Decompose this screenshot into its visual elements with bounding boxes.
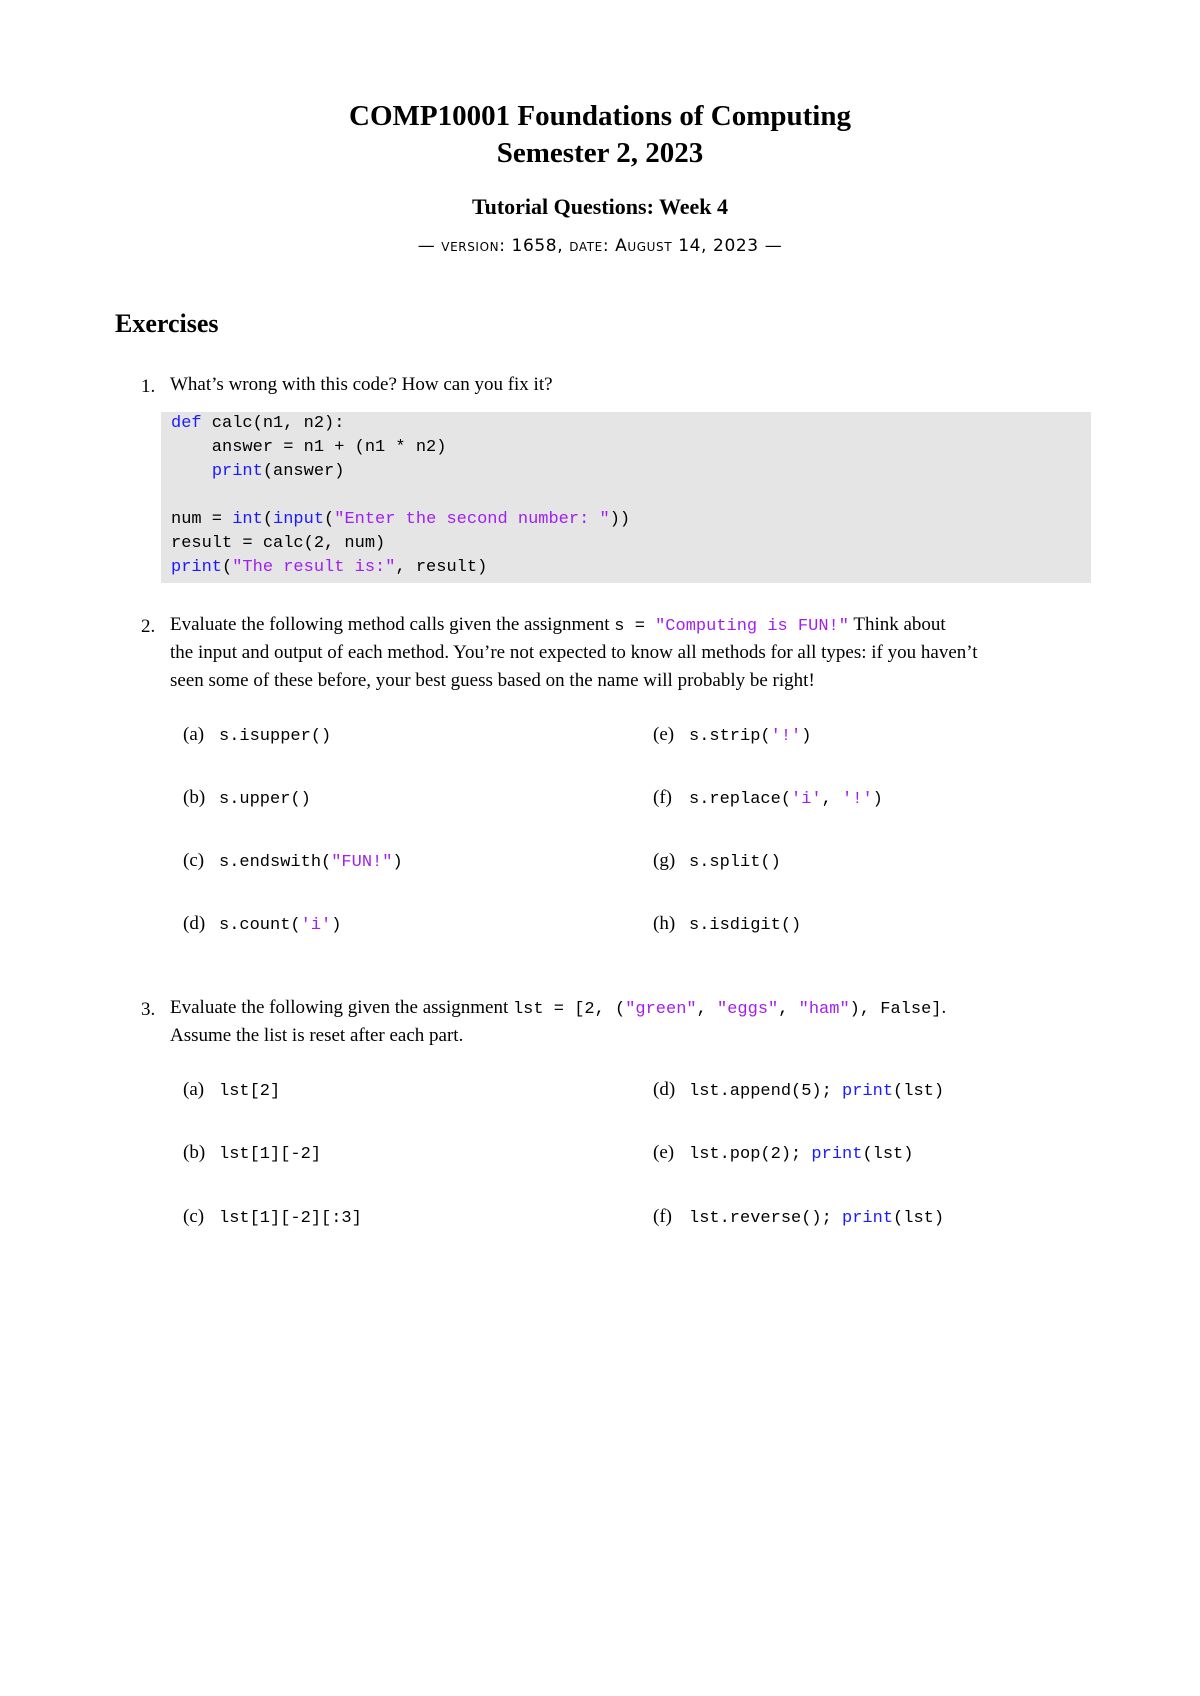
code-keyword: def <box>171 414 202 433</box>
inline-string: "green" <box>625 1000 697 1019</box>
code-text: , result) <box>395 558 488 577</box>
q2-text-line-1 <box>170 611 946 641</box>
q2-text-line-3: seen some of these before, your best guess based on the name will probably be right! <box>170 670 815 691</box>
part-label: (f) <box>653 787 672 808</box>
inline-code: , <box>696 1000 718 1019</box>
q2-part-g <box>653 850 781 872</box>
code-text: num = <box>171 510 233 529</box>
inline-string: "eggs" <box>717 1000 779 1019</box>
part-code: s.isupper() <box>219 727 332 746</box>
q2-text-line-2: the input and output of each method. You’re not expected to know all methods for all types: if you haven’t <box>170 642 978 663</box>
part-code: ) <box>801 727 812 746</box>
part-string: 'i' <box>300 916 332 935</box>
part-label: (h) <box>653 913 676 934</box>
q3-number: 3. <box>141 999 156 1020</box>
page-title: COMP10001 Foundations of Computing <box>349 100 851 132</box>
part-label: (a) <box>183 724 205 745</box>
part-label: (d) <box>183 913 206 934</box>
part-code: s.upper() <box>219 790 311 809</box>
code-line-7 <box>171 558 487 577</box>
code-keyword: input <box>273 510 325 529</box>
q3-text: Evaluate the following given the assignment <box>170 997 513 1018</box>
q2-part-h <box>653 913 801 935</box>
q3-part-f <box>653 1206 944 1228</box>
code-text: ( <box>324 510 335 529</box>
q3-part-b <box>183 1142 321 1164</box>
part-code: ) <box>872 790 883 809</box>
q2-part-b <box>183 787 311 809</box>
part-keyword: print <box>842 1082 894 1101</box>
q1-number: 1. <box>141 376 156 397</box>
part-code: lst[1][-2][:3] <box>219 1209 362 1228</box>
part-label: (e) <box>653 1142 675 1163</box>
code-string: "Enter the second number: " <box>334 510 610 529</box>
code-text: (answer) <box>262 462 345 481</box>
inline-string: "Computing is FUN!" <box>655 617 849 636</box>
q2-part-e <box>653 724 811 746</box>
part-string: 'i' <box>791 790 822 809</box>
code-line-1 <box>171 414 344 433</box>
code-line-5 <box>171 510 630 529</box>
code-keyword: int <box>232 510 263 529</box>
q2-part-f <box>653 787 883 809</box>
q3-part-e <box>653 1142 913 1164</box>
code-keyword: print <box>211 462 263 481</box>
part-label: (b) <box>183 1142 206 1163</box>
part-string: '!' <box>770 727 802 746</box>
part-string: '!' <box>842 790 873 809</box>
q2-text: Evaluate the following method calls given the assignment <box>170 614 615 635</box>
inline-code: s = <box>614 617 656 636</box>
q2-part-a <box>183 724 331 746</box>
code-text: )) <box>609 510 631 529</box>
q3-part-a <box>183 1079 280 1101</box>
part-label: (g) <box>653 850 676 871</box>
part-code: lst.pop(2); <box>689 1145 812 1164</box>
tutorial-subtitle: Tutorial Questions: Week 4 <box>471 194 729 219</box>
part-code: , <box>821 790 843 809</box>
part-label: (b) <box>183 787 206 808</box>
part-string: "FUN!" <box>331 853 393 872</box>
part-label: (a) <box>183 1079 205 1100</box>
part-keyword: print <box>811 1145 863 1164</box>
inline-code: ), False] <box>849 1000 942 1019</box>
q2-part-c <box>183 850 403 872</box>
q3-text-line-2: Assume the list is reset after each part. <box>170 1025 464 1046</box>
part-code: lst.reverse(); <box>689 1209 843 1228</box>
q3-part-d <box>653 1079 944 1101</box>
part-code: s.strip( <box>689 727 771 746</box>
part-code: (lst) <box>893 1209 945 1228</box>
part-label: (c) <box>183 1206 205 1227</box>
part-code: s.split() <box>689 853 781 872</box>
q2-text: Think about <box>848 614 946 635</box>
version-line: — version: 1658, date: August 14, 2023 — <box>417 236 783 256</box>
inline-string: "ham" <box>798 1000 850 1019</box>
code-text: ( <box>222 558 233 577</box>
code-text: ( <box>262 510 274 529</box>
part-label: (d) <box>653 1079 676 1100</box>
q3-text-line-1 <box>170 994 946 1024</box>
part-code: lst.append(5); <box>689 1082 843 1101</box>
code-line-6 <box>171 534 385 553</box>
inline-code: lst = [2, ( <box>512 1000 626 1019</box>
code-text: calc(n1, n2): <box>201 414 345 433</box>
part-label: (f) <box>653 1206 672 1227</box>
section-heading: Exercises <box>115 309 219 338</box>
semester-line: Semester 2, 2023 <box>496 137 704 169</box>
q2-part-d <box>183 913 341 935</box>
part-code: (lst) <box>893 1082 945 1101</box>
part-code: lst[1][-2] <box>219 1145 322 1164</box>
part-code: lst[2] <box>219 1082 281 1101</box>
code-text: result = calc(2, num) <box>171 534 386 553</box>
part-code: (lst) <box>862 1145 914 1164</box>
code-text: answer = n1 + (n1 * n2) <box>171 438 447 457</box>
q1-text: What’s wrong with this code? How can you fix it? <box>170 374 553 395</box>
part-code: s.endswith( <box>219 853 332 872</box>
code-text <box>171 462 212 481</box>
part-code: ) <box>392 853 403 872</box>
q3-text: . <box>941 997 947 1018</box>
inline-code: , <box>778 1000 799 1019</box>
part-label: (e) <box>653 724 675 745</box>
part-code: ) <box>331 916 342 935</box>
part-code: s.replace( <box>689 790 792 809</box>
code-line-2 <box>171 438 446 457</box>
code-string: "The result is:" <box>232 558 396 577</box>
part-code: s.isdigit() <box>689 916 802 935</box>
code-keyword: print <box>171 558 223 577</box>
code-line-3 <box>171 462 344 481</box>
q2-number: 2. <box>141 616 156 637</box>
q3-part-c <box>183 1206 362 1228</box>
part-keyword: print <box>842 1209 894 1228</box>
part-code: s.count( <box>219 916 301 935</box>
part-label: (c) <box>183 850 205 871</box>
